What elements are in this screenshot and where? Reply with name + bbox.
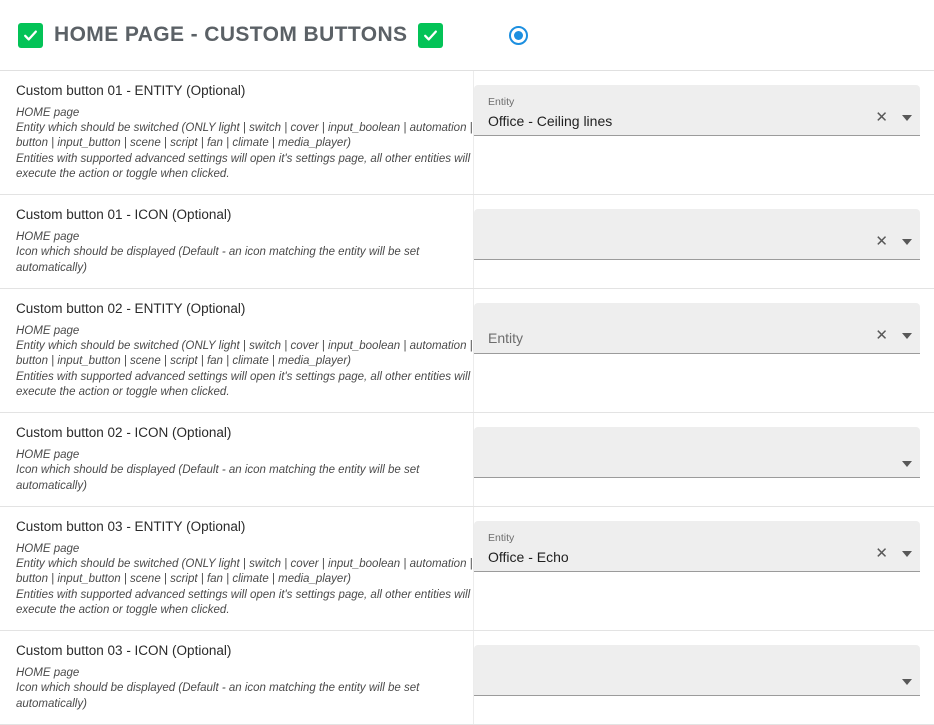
setting-help-text xyxy=(16,230,457,276)
help-line: HOME page xyxy=(16,106,80,119)
setting-control xyxy=(474,631,934,724)
field-float-label: Entity xyxy=(488,96,515,109)
icon-select-02[interactable] xyxy=(474,427,920,478)
mode-radio[interactable] xyxy=(509,26,528,45)
setting-row xyxy=(0,289,934,413)
field-placeholder xyxy=(488,688,894,689)
setting-row xyxy=(0,631,934,725)
setting-help-text xyxy=(16,666,457,712)
help-line: button | input_button | scene | script | fan | climate | media_player) xyxy=(16,355,351,368)
icon-select-03[interactable] xyxy=(474,645,920,696)
setting-description xyxy=(0,631,474,724)
field-placeholder xyxy=(488,470,894,471)
help-line: automatically) xyxy=(16,261,87,274)
check-icon xyxy=(422,27,439,44)
setting-control xyxy=(474,71,934,194)
setting-help-text xyxy=(16,542,473,618)
setting-label: Custom button 01 - ICON (Optional) xyxy=(16,207,232,223)
radio-dot xyxy=(514,31,523,40)
help-line: automatically) xyxy=(16,479,87,492)
setting-row xyxy=(0,507,934,631)
setting-row xyxy=(0,195,934,289)
help-line: HOME page xyxy=(16,667,80,680)
chevron-down-icon[interactable] xyxy=(902,679,912,685)
setting-description xyxy=(0,413,474,506)
icon-select-01[interactable] xyxy=(474,209,920,260)
setting-help-text xyxy=(16,324,473,400)
page-title: HOME PAGE - CUSTOM BUTTONS xyxy=(54,23,408,46)
help-line: execute the action or toggle when clicked. xyxy=(16,168,230,180)
help-line: Icon which should be displayed (Default - an icon matching the entity will be set xyxy=(16,464,420,477)
help-line: Entities with supported advanced settings will open it's settings page, all other entities will xyxy=(16,588,471,601)
setting-description xyxy=(0,289,474,412)
field-placeholder: Entity xyxy=(488,329,524,346)
setting-description xyxy=(0,71,474,194)
setting-label: Custom button 03 - ICON (Optional) xyxy=(16,643,232,659)
setting-control xyxy=(474,289,934,412)
setting-label: Custom button 03 - ENTITY (Optional) xyxy=(16,519,246,534)
setting-help-text xyxy=(16,448,457,494)
help-line: button | input_button | scene | script | fan | climate | media_player) xyxy=(16,573,351,586)
help-line: HOME page xyxy=(16,542,80,555)
clear-icon[interactable]: ✕ xyxy=(875,545,888,562)
field-float-label: Entity xyxy=(488,532,515,545)
clear-icon[interactable]: ✕ xyxy=(875,327,888,344)
section-checkbox-right[interactable] xyxy=(418,23,443,48)
chevron-down-icon[interactable] xyxy=(902,333,912,339)
help-line: Icon which should be displayed (Default - an icon matching the entity will be set xyxy=(16,246,420,259)
setting-label: Custom button 02 - ICON (Optional) xyxy=(16,425,232,441)
chevron-down-icon[interactable] xyxy=(902,551,912,557)
help-line: automatically) xyxy=(16,697,87,710)
clear-icon[interactable]: ✕ xyxy=(875,233,888,251)
help-line: Entity which should be switched (ONLY light | switch | cover | input_boolean | automation | xyxy=(16,122,473,135)
help-line: Entity which should be switched (ONLY light | switch | cover | input_boolean | automation | xyxy=(16,558,473,571)
radio-selected-icon xyxy=(509,26,528,45)
chevron-down-icon[interactable] xyxy=(902,115,912,121)
field-value: Office - Echo xyxy=(488,548,569,565)
help-line: HOME page xyxy=(16,324,80,337)
chevron-down-icon[interactable] xyxy=(902,461,912,467)
help-line: button | input_button | scene | script | fan | climate | media_player) xyxy=(16,137,351,150)
setting-description xyxy=(0,195,474,288)
setting-label: Custom button 02 - ENTITY (Optional) xyxy=(16,301,246,316)
page-header xyxy=(0,0,934,71)
setting-help-text xyxy=(16,106,473,182)
help-line: Entity which should be switched (ONLY light | switch | cover | input_boolean | automation | xyxy=(16,340,473,353)
entity-select-01[interactable] xyxy=(474,85,920,136)
setting-description xyxy=(0,507,474,630)
setting-label: Custom button 01 - ENTITY (Optional) xyxy=(16,83,246,98)
help-line: execute the action or toggle when clicked. xyxy=(16,604,230,616)
field-placeholder xyxy=(488,252,867,253)
help-line: HOME page xyxy=(16,231,80,244)
section-checkbox-left[interactable] xyxy=(18,23,43,48)
setting-row xyxy=(0,71,934,195)
help-line: Entities with supported advanced settings will open it's settings page, all other entities will xyxy=(16,152,471,165)
setting-control xyxy=(474,195,934,288)
help-line: execute the action or toggle when clicked. xyxy=(16,386,230,398)
check-icon xyxy=(22,27,39,44)
setting-row xyxy=(0,413,934,507)
help-line: Icon which should be displayed (Default - an icon matching the entity will be set xyxy=(16,682,420,695)
chevron-down-icon[interactable] xyxy=(902,239,912,245)
setting-control xyxy=(474,507,934,630)
setting-control xyxy=(474,413,934,506)
help-line: HOME page xyxy=(16,449,80,462)
entity-select-02[interactable] xyxy=(474,303,920,354)
clear-icon[interactable]: ✕ xyxy=(875,109,888,126)
help-line: Entities with supported advanced settings will open it's settings page, all other entities will xyxy=(16,370,471,383)
entity-select-03[interactable] xyxy=(474,521,920,572)
field-value: Office - Ceiling lines xyxy=(488,112,613,129)
